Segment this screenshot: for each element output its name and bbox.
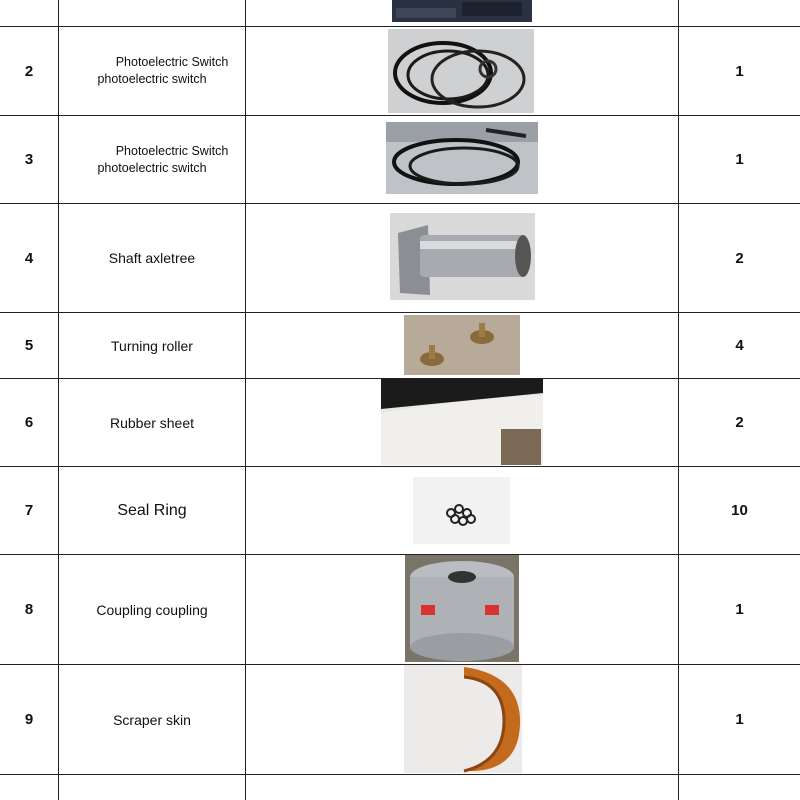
quantity: 2 <box>735 249 744 267</box>
table-row <box>0 665 800 775</box>
row-number: 3 <box>24 151 34 168</box>
item-name-line1: Photoelectric Switch <box>115 55 229 69</box>
table-row <box>0 379 800 467</box>
row-number: 5 <box>24 337 34 354</box>
seal-rings-photo <box>413 477 510 544</box>
item-name-line2: photoelectric switch <box>97 72 207 86</box>
product-photo <box>403 796 521 800</box>
table-row <box>0 555 800 665</box>
quantity: 10 <box>731 502 748 519</box>
quantity: 2 <box>735 414 744 431</box>
table-row <box>0 0 800 27</box>
table-row <box>0 775 800 800</box>
row-number: 7 <box>24 502 34 519</box>
roller-photo <box>404 315 520 375</box>
item-name: Seal Ring <box>117 501 187 519</box>
table-row <box>0 204 800 313</box>
product-photo <box>392 0 532 22</box>
row-number: 2 <box>24 62 34 80</box>
column-divider <box>678 0 679 800</box>
quantity: 1 <box>735 62 744 80</box>
linear-bearing-photo <box>390 213 535 300</box>
rubber-sheet-photo <box>381 379 543 465</box>
item-name: Turning roller <box>111 337 193 354</box>
item-name-line2: photoelectric switch <box>97 160 207 175</box>
scraper-photo <box>404 665 522 773</box>
quantity: 1 <box>735 151 744 168</box>
quantity: 1 <box>735 711 744 728</box>
column-divider <box>58 0 59 800</box>
row-number: 4 <box>24 249 34 267</box>
item-name <box>59 116 245 203</box>
quantity: 4 <box>735 337 744 354</box>
quantity: 1 <box>735 601 744 618</box>
coiled-cable-photo <box>386 122 538 194</box>
coiled-cable-photo <box>388 29 534 113</box>
item-name: Rubber sheet <box>109 414 195 431</box>
item-name: Shaft axletree <box>108 250 196 266</box>
item-name: Scraper skin <box>113 711 191 728</box>
table-row <box>0 116 800 204</box>
item-name <box>59 27 245 115</box>
column-divider <box>245 0 246 800</box>
table-row <box>0 313 800 379</box>
table-row <box>0 27 800 116</box>
table-row <box>0 467 800 555</box>
row-number: 8 <box>24 601 34 618</box>
row-number: 6 <box>24 414 34 431</box>
item-name-line1: Photoelectric Switch <box>115 143 229 158</box>
row-number: 9 <box>24 711 34 728</box>
item-name: Coupling coupling <box>96 601 208 618</box>
coupling-photo <box>405 555 519 662</box>
